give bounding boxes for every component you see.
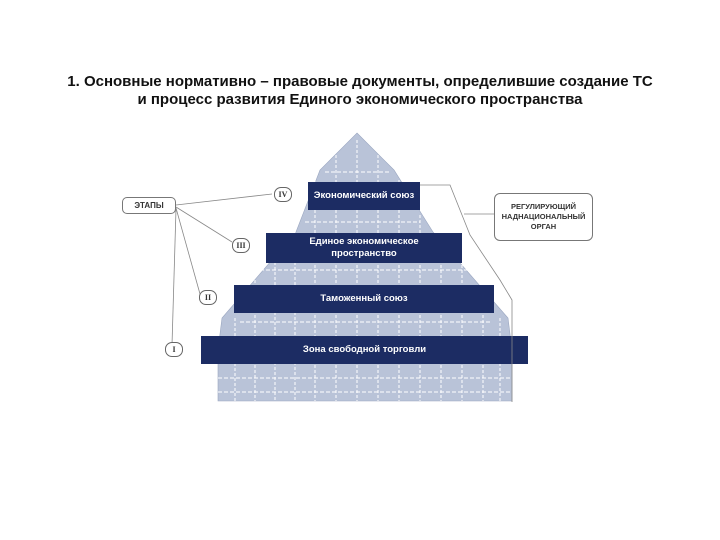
stage-marker-iv-text: IV <box>278 190 288 199</box>
level-free-trade <box>201 336 528 364</box>
title-line-2: и процесс развития Единого экономического пространства <box>137 91 583 108</box>
stages-label: ЭТАПЫ <box>134 201 164 210</box>
regulator-line-3: ОРГАН <box>530 222 557 231</box>
level-customs-union-text: Таможенный союз <box>320 293 408 304</box>
level-common-space-line-1: Единое экономическое <box>309 236 419 247</box>
stage-marker-ii-text: II <box>204 293 212 302</box>
stage-marker-iii-text: III <box>236 241 246 250</box>
stage-marker-iv <box>274 187 292 202</box>
stages-label-box <box>122 197 176 214</box>
regulator-line-1: РЕГУЛИРУЮЩИЙ <box>510 202 577 211</box>
stage-marker-i <box>165 342 183 357</box>
level-economic-union-text: Экономический союз <box>313 190 415 201</box>
title-line-1: 1. Основные нормативно – правовые документы, определившие создание ТС <box>67 73 653 90</box>
regulator-line-2: НАДНАЦИОНАЛЬНЫЙ <box>501 212 586 221</box>
level-common-space <box>266 233 462 263</box>
level-common-space-line-2: пространство <box>331 248 397 259</box>
level-free-trade-text: Зона свободной торговли <box>302 344 427 355</box>
regulator-box <box>494 193 593 241</box>
stage-marker-iii <box>232 238 250 253</box>
stage-marker-i-text: I <box>172 345 176 354</box>
level-customs-union <box>234 285 494 313</box>
level-economic-union <box>308 182 420 210</box>
stage-marker-ii <box>199 290 217 305</box>
